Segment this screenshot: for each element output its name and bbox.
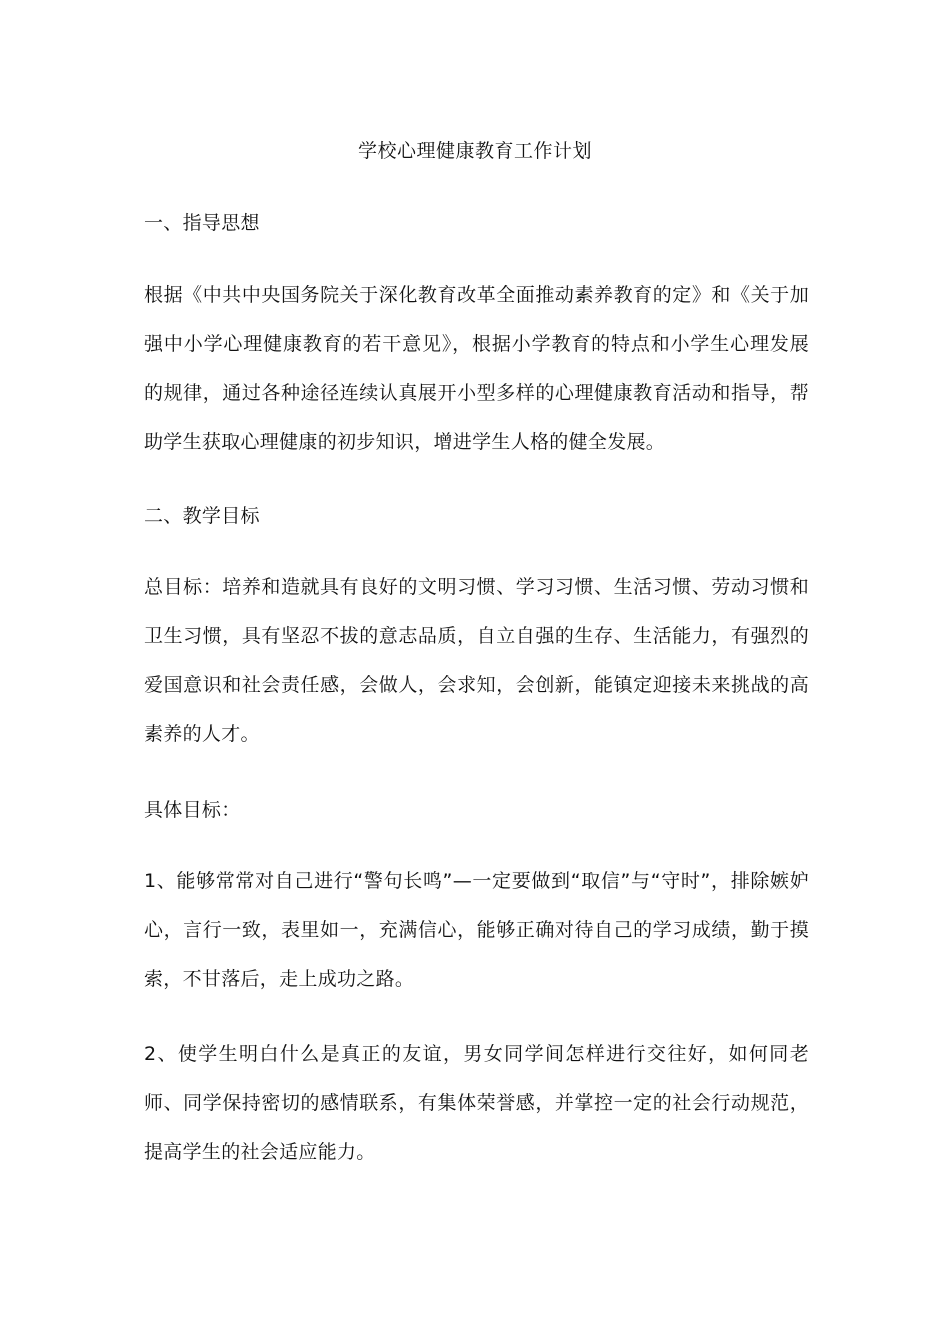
paragraph-overall-goal bbox=[144, 563, 809, 759]
paragraph-text: 1、能够常常对自己进行“警句长鸣”—一定要做到“取信”与“守时”，排除嫉妒心，言行一致，表里如一，充满信心，能够正确对待自己的学习成绩，勤于摸索，不甘落后，走上成功之路。 bbox=[144, 870, 809, 990]
paragraph-text: 2、使学生明白什么是真正的友谊，男女同学间怎样进行交往好，如何同老师、同学保持密切的感情联系，有集体荣誉感，并掌控一定的社会行动规范，提高学生的社会适应能力。 bbox=[144, 1043, 809, 1163]
list-item-goal-1 bbox=[144, 857, 809, 1004]
paragraph-guiding-ideology bbox=[144, 271, 809, 467]
paragraph-text: 总目标：培养和造就具有良好的文明习惯、学习习惯、生活习惯、劳动习惯和卫生习惯，具有坚忍不拔的意志品质，自立自强的生存、生活能力，有强烈的爱国意识和社会责任感，会做人，会求知，会创新，能镇定迎接未来挑战的高素养的人才。 bbox=[144, 576, 809, 745]
document-title: 学校心理健康教育工作计划 bbox=[357, 140, 592, 162]
section-heading-specific-goals: 具体目标： bbox=[144, 799, 241, 821]
paragraph-text: 根据《中共中央国务院关于深化教育改革全面推动素养教育的定》和《关于加强中小学心理健康教育的若干意见》，根据小学教育的特点和小学生心理发展的规律，通过各种途径连续认真展开小型多样的心理健康教育活动和指导，帮助学生获取心理健康的初步知识，增进学生人格的健全发展。 bbox=[144, 284, 809, 453]
section-heading-guiding-ideology: 一、指导思想 bbox=[144, 212, 260, 234]
list-item-goal-2 bbox=[144, 1030, 809, 1177]
section-heading-teaching-goals: 二、教学目标 bbox=[144, 505, 260, 527]
